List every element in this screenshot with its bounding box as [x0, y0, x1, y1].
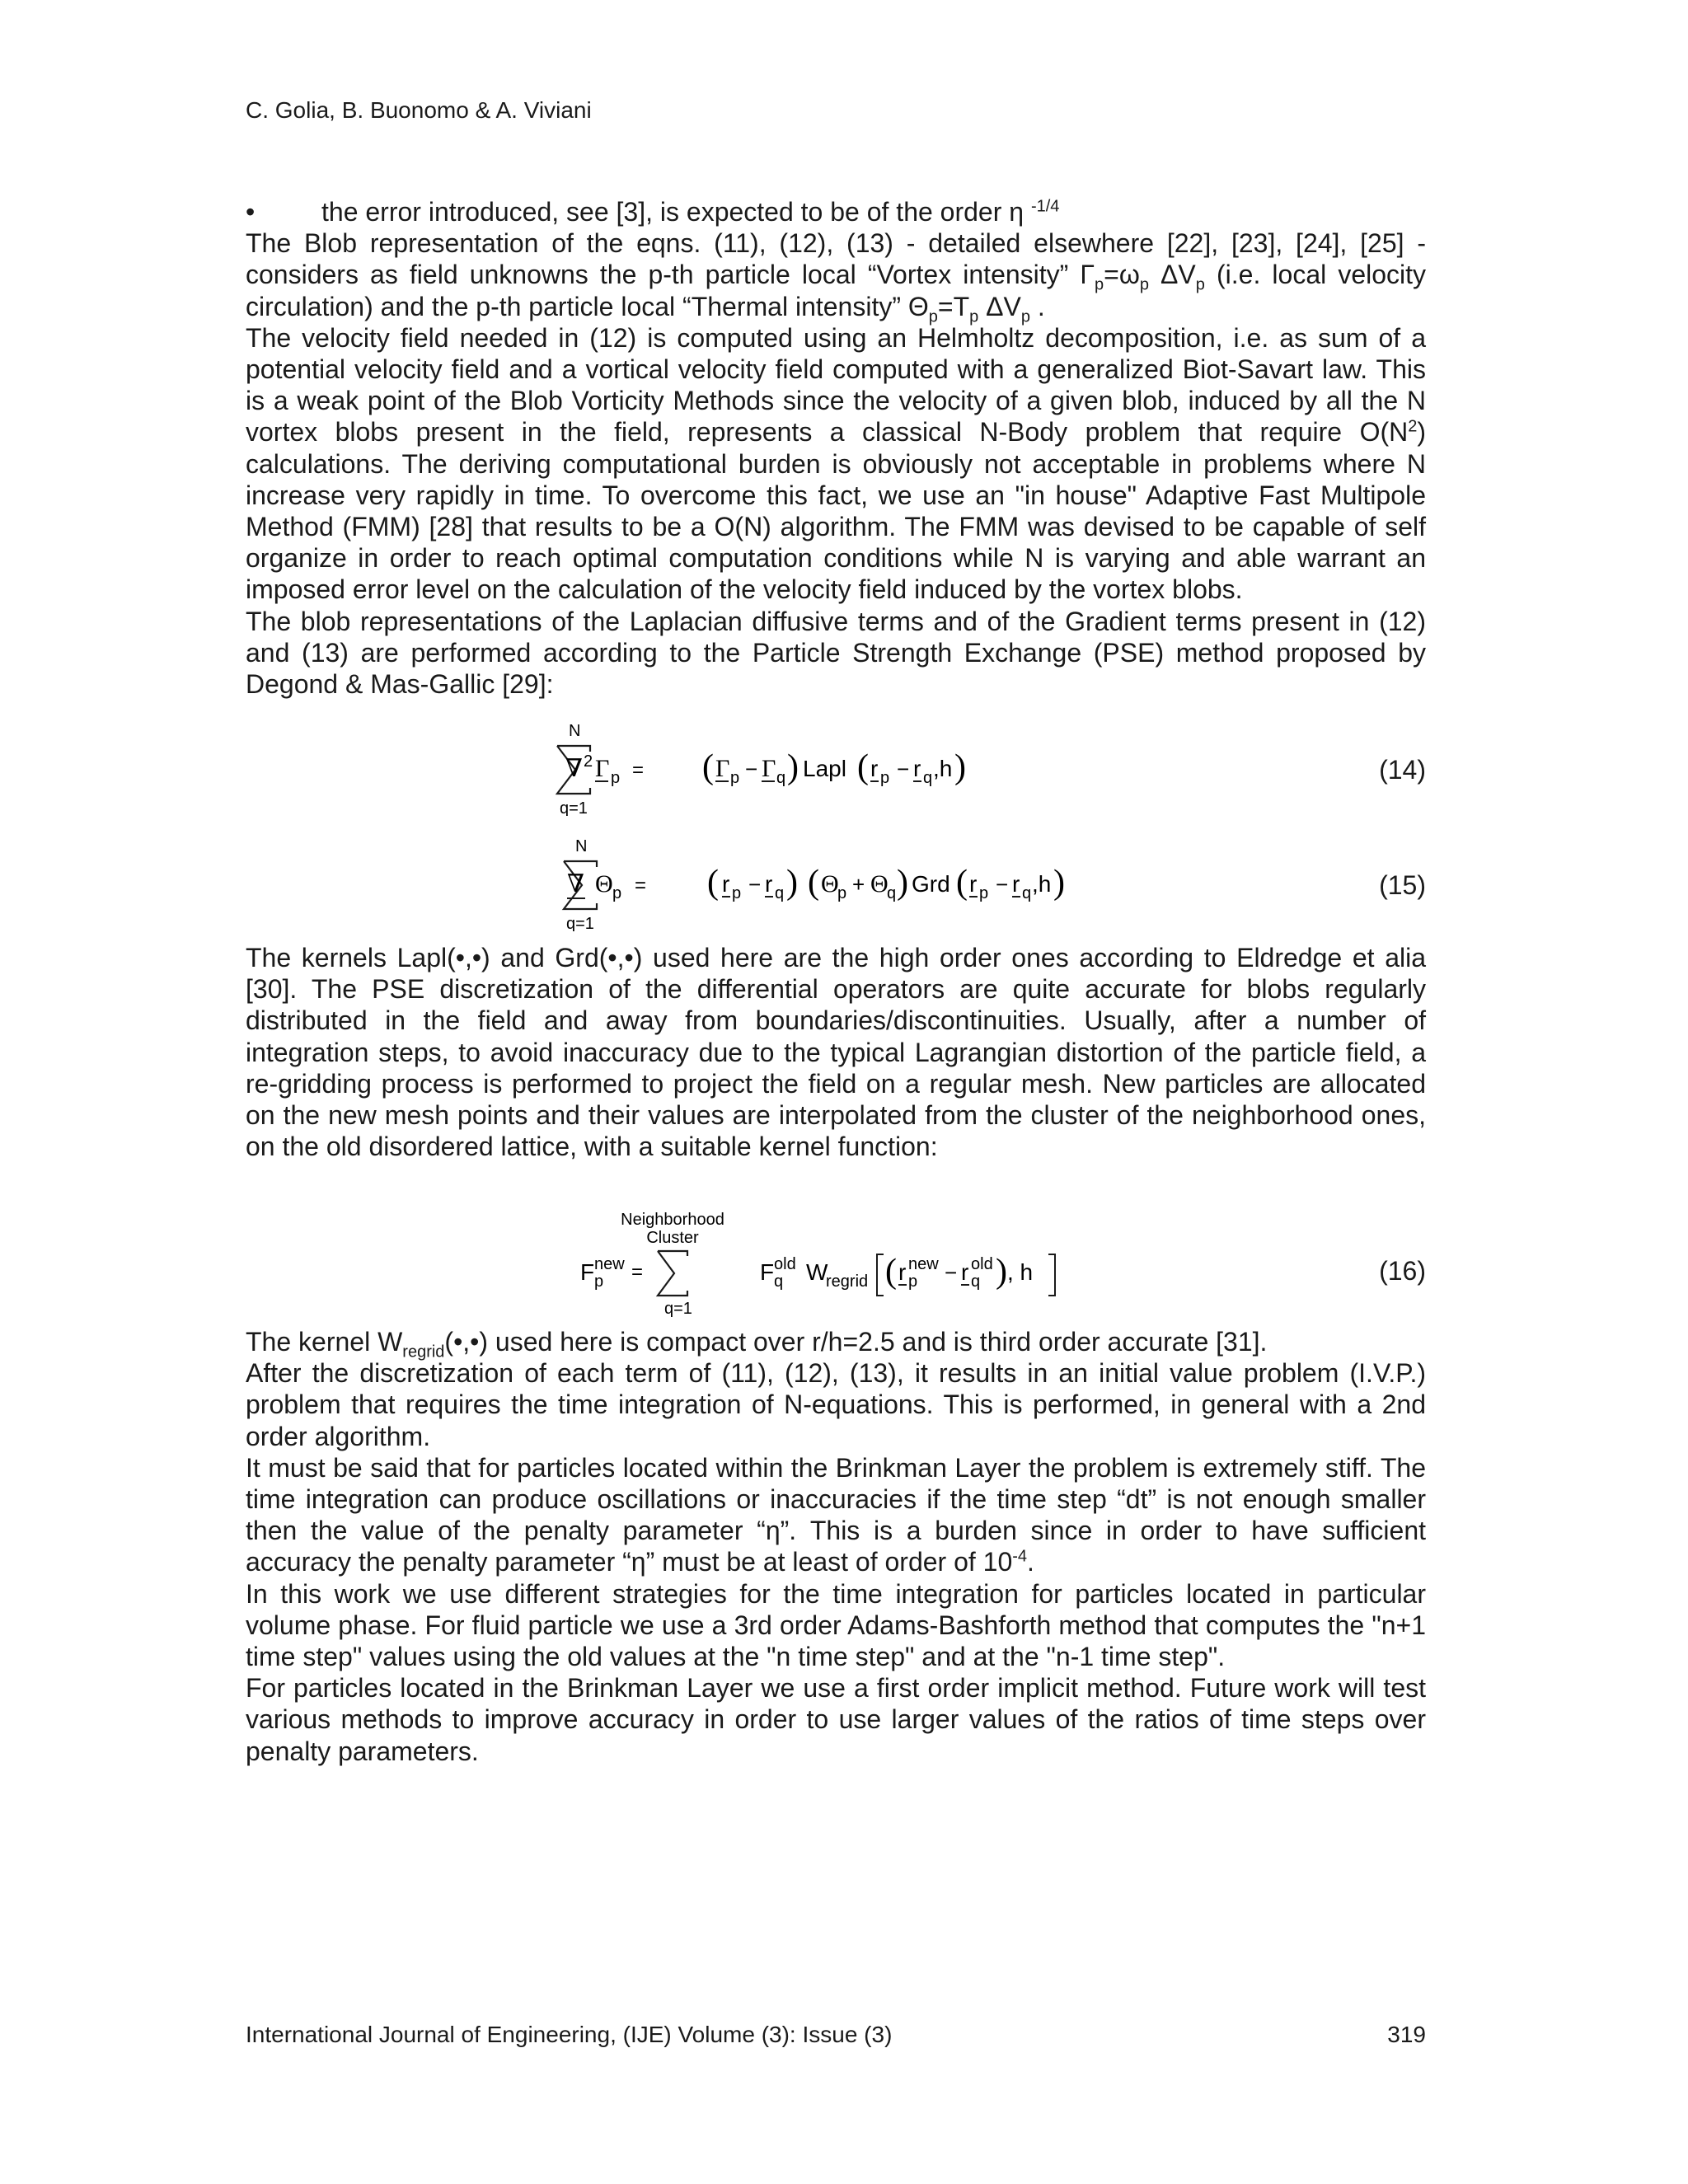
paragraph-kernels: The kernels Lapl(•,•) and Grd(•,•) used here are the high order ones according to Eldredge et alia [30]. The PSE discretization of the differential operators are quite accurate for blobs regularly distributed in the field and away from boundaries/discontinuities. Usually, after a number of integration steps, to avoid inaccuracy due to the typical Lagrangian distortion of the particle field, a re-gridding process is performed to project the field on a regular mesh. New particles are allocated on the new mesh points and their values are interpolated from the cluster of the neighborhood ones, on the old disordered lattice, with a suitable kernel function:	[246, 943, 1426, 1162]
subscript-q: q	[923, 769, 933, 787]
paragraph-text: It must be said that for particles located within the Brinkman Layer the problem is extremely stiff. The time integration can produce oscillations or inaccuracies if the time step “dt” is not enough smaller then the value of the penalty parameter “η”. This is a burden since in order to have sufficient accuracy the penalty parameter “η” must be at least of order of 10	[246, 1452, 1426, 1577]
open-paren: (	[702, 748, 714, 786]
lhs-gamma: Γ	[595, 755, 610, 782]
r-p: r	[969, 871, 978, 897]
bullet-exponent: -1/4	[1030, 197, 1060, 216]
equation-15-graphic	[246, 832, 1426, 931]
text-block-2	[246, 942, 1426, 1162]
subscript-p: p	[880, 769, 890, 787]
subscript-q: q	[774, 1272, 784, 1291]
page-number: 319	[1387, 2022, 1426, 2047]
superscript: 2	[1408, 417, 1418, 436]
subscript: p	[1195, 275, 1205, 294]
sum-lower-limit: q=1	[664, 1300, 692, 1317]
subscript: p	[1095, 275, 1104, 294]
subscript: p	[1020, 307, 1030, 326]
subscript-q: q	[776, 769, 786, 787]
plus-sign: +	[852, 872, 865, 897]
paragraph-velocity-field	[246, 322, 1426, 606]
equation-16	[246, 1210, 1426, 1317]
theta-p: Θ	[821, 870, 839, 898]
minus-sign: −	[745, 757, 758, 781]
close-paren: )	[897, 864, 908, 902]
equals-sign: =	[631, 1261, 644, 1283]
subscript: p	[969, 307, 979, 326]
r-new: r	[898, 1259, 907, 1285]
superscript-old: old	[971, 1255, 993, 1273]
gamma-p: Γ	[715, 755, 730, 782]
paragraph-text: .	[1027, 1547, 1034, 1577]
subscript-q: q	[1022, 884, 1032, 902]
paragraph-text: ) calculations. The deriving computational burden is obviously not acceptable in problems where N increase very rapidly in time. To overcome this fact, we use an "in house" Adaptive Fast Multipole Method (FMM) [28] that results to be a O(N) algorithm. The FMM was devised to be capable of self organize in order to reach optimal computation conditions while N is varying and able warrant an imposed error level on the calculation of the velocity field induced by the vortex blobs.	[246, 417, 1426, 605]
equation-number: (15)	[1379, 870, 1426, 900]
page-footer	[246, 2022, 1426, 2048]
paragraph-regrid-kernel	[246, 1326, 1426, 1361]
close-paren: )	[787, 748, 799, 786]
open-paren: (	[956, 864, 968, 902]
w-kernel: W	[806, 1259, 828, 1285]
subscript-p: p	[611, 769, 621, 787]
paragraph-future-work: For particles located in the Brinkman Layer we use a first order implicit method. Future work will test various methods to improve accuracy in order to use larger values of the ratios of time steps over penalty parameters.	[246, 1673, 1426, 1766]
equation-16-graphic	[246, 1210, 1426, 1317]
open-paren: (	[885, 1253, 897, 1291]
sum-upper-limit: N	[569, 722, 581, 740]
close-paren: )	[786, 864, 798, 902]
subscript-q: q	[887, 884, 897, 902]
f-new: F	[580, 1259, 595, 1285]
bullet-text	[321, 196, 1059, 227]
paragraph-text: (i.e. local velocity circulation) and the p-th particle local “Thermal intensity” Θ	[246, 260, 1427, 321]
equals-sign: =	[635, 874, 647, 897]
subscript-p: p	[594, 1272, 604, 1291]
journal-citation: International Journal of Engineering, (IJE) Volume (3): Issue (3)	[246, 2022, 893, 2047]
paragraph-text: =ω	[1104, 260, 1140, 290]
running-header-authors: C. Golia, B. Buonomo & A. Viviani	[246, 97, 592, 123]
r-q: r	[1012, 871, 1020, 897]
argument-h: ,h	[933, 756, 953, 781]
minus-sign: −	[748, 872, 762, 897]
open-bracket	[877, 1254, 884, 1296]
paragraph-text: ΔV	[978, 291, 1021, 321]
gradient-operator: ∇	[567, 870, 584, 898]
paragraph-pse-method: The blob representations of the Laplacian diffusive terms and of the Gradient terms present in (12) and (13) are performed according to the Particle Strength Exchange (PSE) method proposed by Degond & Mas-Gallic [29]:	[246, 606, 1426, 700]
paragraph-ivp: After the discretization of each term of (11), (12), (13), it results in an initial value problem (I.V.P.) problem that requires the time integration of N-equations. This is performed, in general with a 2nd order algorithm.	[246, 1358, 1426, 1451]
paragraph-time-integration: In this work we use different strategies for the time integration for particles located in particular volume phase. For fluid particle we use a 3rd order Adams-Bashforth method that computes the "n+1 time step" values using the old values at the "n time step" and at the "n-1 time step".	[246, 1578, 1426, 1672]
minus-sign: −	[897, 757, 910, 781]
close-paren: )	[996, 1253, 1007, 1291]
subscript-q: q	[775, 884, 785, 902]
kernel-grd: Grd	[912, 871, 950, 897]
subscript: p	[928, 307, 938, 326]
laplacian-exponent: 2	[584, 752, 593, 771]
close-paren: )	[954, 748, 966, 786]
paragraph-text: The kernel W	[246, 1327, 403, 1357]
theta-q: Θ	[870, 870, 889, 898]
paragraph-text: .	[1030, 291, 1045, 321]
bullet-sentence: the error introduced, see [3], is expected to be of the order η	[321, 197, 1025, 227]
subscript: regrid	[402, 1343, 445, 1361]
superscript: -4	[1012, 1547, 1028, 1566]
close-paren: )	[1053, 864, 1065, 902]
r-p: r	[722, 871, 730, 897]
bullet-item	[246, 196, 1426, 227]
close-bracket	[1048, 1254, 1055, 1296]
subscript-regrid: regrid	[826, 1272, 869, 1291]
subscript-q: q	[971, 1272, 981, 1291]
paragraph-blob-representation	[246, 227, 1427, 326]
subscript-p: p	[730, 769, 740, 787]
argument-h: , h	[1007, 1259, 1034, 1285]
laplacian-operator: ∇	[565, 755, 583, 782]
equation-14	[246, 717, 1426, 816]
summation-sign	[658, 1251, 687, 1296]
bullet-marker: •	[246, 197, 256, 227]
sum-upper-limit: N	[575, 837, 588, 855]
open-paren: (	[808, 864, 819, 902]
equation-number: (16)	[1379, 1256, 1426, 1286]
paragraph-text: The velocity field needed in (12) is computed using an Helmholtz decomposition, i.e. as sum of a potential velocity field and a vortical velocity field computed with a generalized Biot-Savart law. This is a weak point of the Blob Vorticity Methods since the velocity of a given blob, induced by all the N vortex blobs present in the field, represents a classical N-Body problem that require O(N	[246, 322, 1426, 448]
sum-upper-label-line2: Cluster	[646, 1229, 699, 1247]
paragraph-brinkman-stiff	[246, 1452, 1426, 1578]
equation-15	[246, 832, 1426, 931]
paragraph-text: =T	[937, 291, 970, 321]
r-q: r	[913, 756, 921, 781]
minus-sign: −	[996, 872, 1009, 897]
equation-number: (14)	[1379, 755, 1426, 785]
r-old: r	[961, 1259, 969, 1285]
f-old: F	[760, 1259, 775, 1285]
superscript-new: new	[908, 1255, 939, 1273]
equals-sign: =	[632, 759, 645, 781]
paragraph-text: ΔV	[1148, 260, 1196, 290]
superscript-old: old	[774, 1255, 796, 1273]
equation-14-graphic	[246, 717, 1426, 816]
open-paren: (	[707, 864, 719, 902]
subscript-p: p	[732, 884, 742, 902]
sum-lower-limit: q=1	[566, 915, 594, 931]
subscript-p: p	[979, 884, 989, 902]
kernel-lapl: Lapl	[803, 756, 846, 781]
subscript-p: p	[612, 884, 622, 902]
subscript-p: p	[837, 884, 847, 902]
paragraph-text: (•,•) used here is compact over r/h=2.5 and is third order accurate [31].	[444, 1327, 1268, 1357]
subscript-p: p	[908, 1272, 918, 1291]
sum-lower-limit: q=1	[560, 799, 588, 816]
sum-upper-label-line1: Neighborhood	[621, 1211, 724, 1229]
r-q: r	[765, 871, 773, 897]
lhs-theta: Θ	[595, 870, 613, 898]
argument-h: ,h	[1032, 871, 1052, 897]
open-paren: (	[857, 748, 869, 786]
text-block-3	[246, 1326, 1426, 1767]
text-block-1	[246, 196, 1426, 700]
paragraph-text: The Blob representation of the eqns. (11), (12), (13) - detailed elsewhere [22], [23], [24], [25] - considers as field unknowns the p-th particle local “Vortex intensity” Γ	[246, 228, 1426, 290]
r-p: r	[870, 756, 879, 781]
subscript: p	[1139, 275, 1149, 294]
minus-sign: −	[945, 1260, 958, 1285]
superscript-new: new	[594, 1255, 625, 1273]
gamma-q: Γ	[762, 755, 776, 782]
